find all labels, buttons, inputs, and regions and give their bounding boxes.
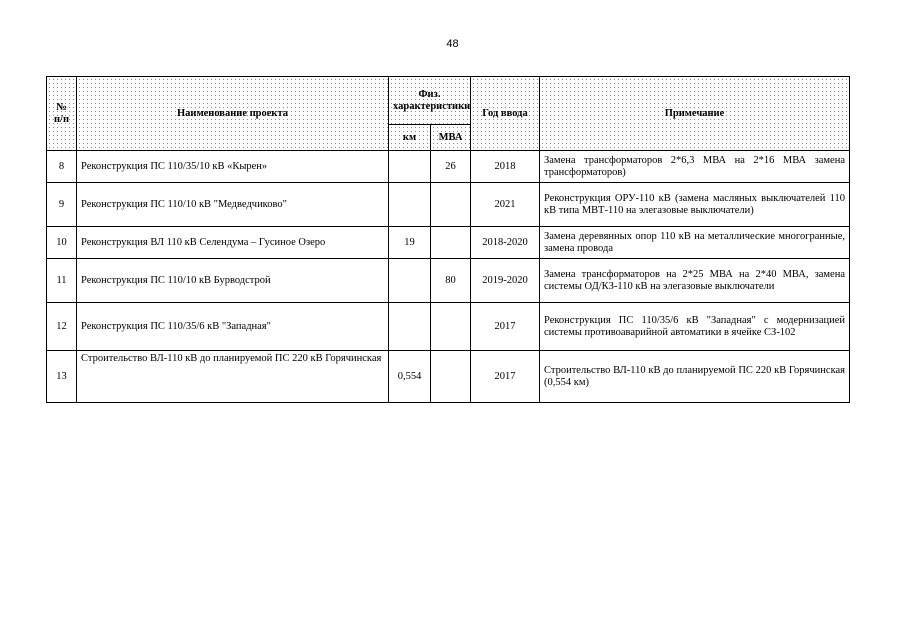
header-km: км (389, 125, 431, 151)
row-note: Замена трансформаторов на 2*25 МВА на 2*40 МВА, замена системы ОД/КЗ-110 кВ на элегазовые выключатели (540, 259, 850, 303)
row-mva (431, 183, 471, 227)
row-num: 13 (47, 351, 77, 403)
header-num: № п/п (47, 77, 77, 151)
row-mva (431, 227, 471, 259)
row-note: Замена трансформаторов 2*6,3 МВА на 2*16 МВА замена трансформаторов) (540, 151, 850, 183)
row-name: Реконструкция ПС 110/35/6 кВ "Западная" (77, 303, 389, 351)
row-name: Реконструкция ПС 110/10 кВ "Медведчиково" (77, 183, 389, 227)
row-km (389, 303, 431, 351)
table-body (47, 151, 850, 403)
table-row (47, 351, 850, 403)
row-note: Строительство ВЛ-110 кВ до планируемой ПС 220 кВ Горячинская (0,554 км) (540, 351, 850, 403)
table-row (47, 259, 850, 303)
row-year: 2019-2020 (471, 259, 540, 303)
row-name: Строительство ВЛ-110 кВ до планируемой ПС 220 кВ Горячинская (77, 351, 389, 403)
row-year: 2021 (471, 183, 540, 227)
row-mva (431, 351, 471, 403)
table-row (47, 303, 850, 351)
row-km (389, 259, 431, 303)
row-mva: 80 (431, 259, 471, 303)
row-num: 8 (47, 151, 77, 183)
row-year: 2017 (471, 351, 540, 403)
row-km: 19 (389, 227, 431, 259)
row-km: 0,554 (389, 351, 431, 403)
row-mva: 26 (431, 151, 471, 183)
row-name: Реконструкция ПС 110/10 кВ Бурводстрой (77, 259, 389, 303)
header-phys: Физ. характеристики (389, 77, 471, 125)
table-row (47, 151, 850, 183)
header-name: Наименование проекта (77, 77, 389, 151)
row-note: Реконструкция ОРУ-110 кВ (замена масляных выключателей 110 кВ типа МВТ-110 на элегазовые выключатели) (540, 183, 850, 227)
row-note: Замена деревянных опор 110 кВ на металлические многогранные, замена провода (540, 227, 850, 259)
header-year: Год ввода (471, 77, 540, 151)
row-note: Реконструкция ПС 110/35/6 кВ "Западная" с модернизацией системы противоаварийной автоматики в ячейке СЗ-102 (540, 303, 850, 351)
row-name: Реконструкция ПС 110/35/10 кВ «Кырен» (77, 151, 389, 183)
row-year: 2018 (471, 151, 540, 183)
row-name: Реконструкция ВЛ 110 кВ Селендума – Гусиное Озеро (77, 227, 389, 259)
row-num: 11 (47, 259, 77, 303)
table-row (47, 227, 850, 259)
row-num: 10 (47, 227, 77, 259)
page-number: 48 (446, 38, 459, 50)
row-km (389, 151, 431, 183)
row-num: 12 (47, 303, 77, 351)
header-mva: МВА (431, 125, 471, 151)
projects-table (46, 76, 850, 403)
row-km (389, 183, 431, 227)
header-note: Примечание (540, 77, 850, 151)
row-mva (431, 303, 471, 351)
row-num: 9 (47, 183, 77, 227)
row-year: 2017 (471, 303, 540, 351)
table-row (47, 183, 850, 227)
row-year: 2018-2020 (471, 227, 540, 259)
